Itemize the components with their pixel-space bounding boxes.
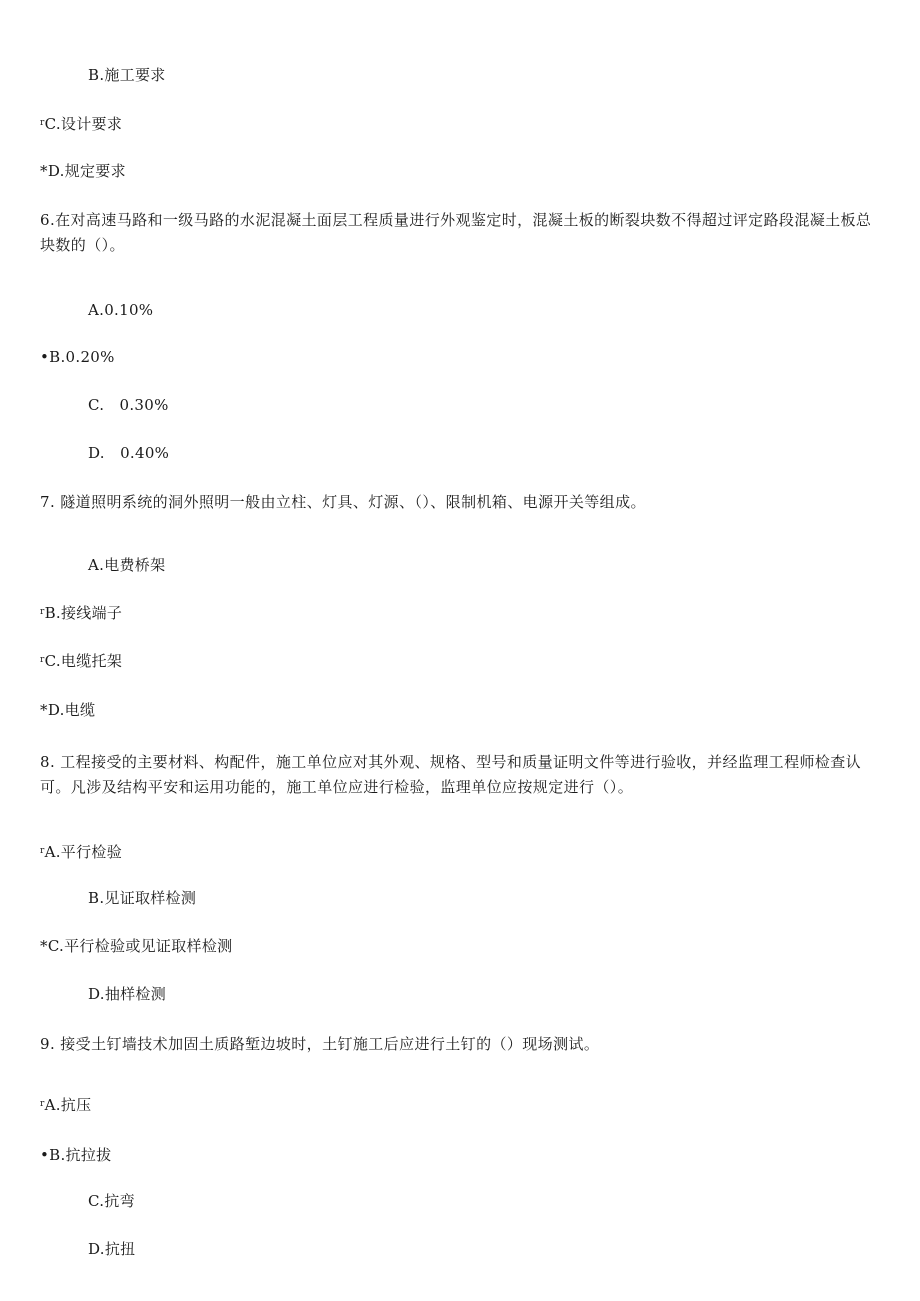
option-marker-icon: r — [40, 118, 45, 128]
option-text: C. 0.30% — [88, 396, 169, 414]
option-text: D.抗扭 — [88, 1240, 136, 1258]
option-text: D.抽样检测 — [88, 985, 167, 1003]
option-text: B.0.20% — [49, 348, 115, 366]
answer-option — [40, 161, 126, 181]
answer-option — [88, 888, 196, 908]
answer-option — [88, 443, 169, 463]
answer-option — [40, 700, 95, 720]
answer-option — [88, 65, 166, 85]
answer-option — [40, 650, 122, 671]
option-text: A.电费桥架 — [88, 556, 166, 574]
option-text: C.抗弯 — [88, 1192, 135, 1210]
answer-option — [88, 1191, 135, 1211]
option-marker-icon: r — [40, 1099, 45, 1109]
answer-option — [40, 1145, 111, 1165]
option-marker-icon: • — [40, 348, 50, 366]
option-text: D.电缆 — [47, 701, 96, 719]
option-text: A.平行检验 — [44, 843, 123, 861]
answer-option — [40, 1094, 91, 1115]
question-9-stem: 9. 接受土钉墙技术加固土质路堑边坡时，土钉施工后应进行土钉的（）现场测试。 — [40, 1035, 600, 1053]
answer-option — [40, 602, 122, 623]
option-marker-icon: * — [40, 937, 48, 955]
option-text: C.电缆托架 — [44, 652, 123, 670]
option-text: C.平行检验或见证取样检测 — [47, 937, 233, 955]
option-text: A.抗压 — [44, 1096, 92, 1114]
option-text: D.规定要求 — [47, 162, 126, 180]
option-marker-icon: * — [40, 701, 48, 719]
option-text: B.抗拉拔 — [49, 1146, 112, 1164]
answer-option — [40, 936, 232, 956]
option-text: B.见证取样检测 — [88, 889, 197, 907]
answer-option — [40, 113, 122, 134]
option-marker-icon: * — [40, 162, 48, 180]
answer-option — [40, 347, 115, 367]
option-marker-icon: • — [40, 1146, 50, 1164]
answer-option — [88, 395, 169, 415]
option-marker-icon: r — [40, 607, 45, 617]
answer-option — [88, 300, 153, 320]
option-text: A.0.10% — [88, 301, 154, 319]
question-7-stem: 7. 隧道照明系统的洞外照明一般由立柱、灯具、灯源、（）、限制机箱、电源开关等组成。 — [40, 493, 646, 511]
option-text: C.设计要求 — [44, 115, 123, 133]
answer-option — [88, 555, 165, 575]
question-8-stem: 8. 工程接受的主要材料、构配件，施工单位应对其外观、规格、型号和质量证明文件等进行验收，并经监理工程师检查认可。凡涉及结构平安和运用功能的，施工单位应进行检验，监理单位应按规定进行（）。 — [40, 753, 862, 796]
option-text: B.施工要求 — [88, 66, 166, 84]
answer-option — [88, 984, 166, 1004]
option-marker-icon: r — [40, 846, 45, 856]
answer-option — [88, 1239, 135, 1259]
option-text: B.接线端子 — [44, 604, 123, 622]
option-text: D. 0.40% — [88, 444, 170, 462]
option-marker-icon: r — [40, 655, 45, 665]
question-6-stem: 6.在对高速马路和一级马路的水泥混凝土面层工程质量进行外观鉴定时，混凝土板的断裂块数不得超过评定路段混凝土板总块数的（）。 — [40, 211, 872, 254]
answer-option — [40, 841, 122, 862]
